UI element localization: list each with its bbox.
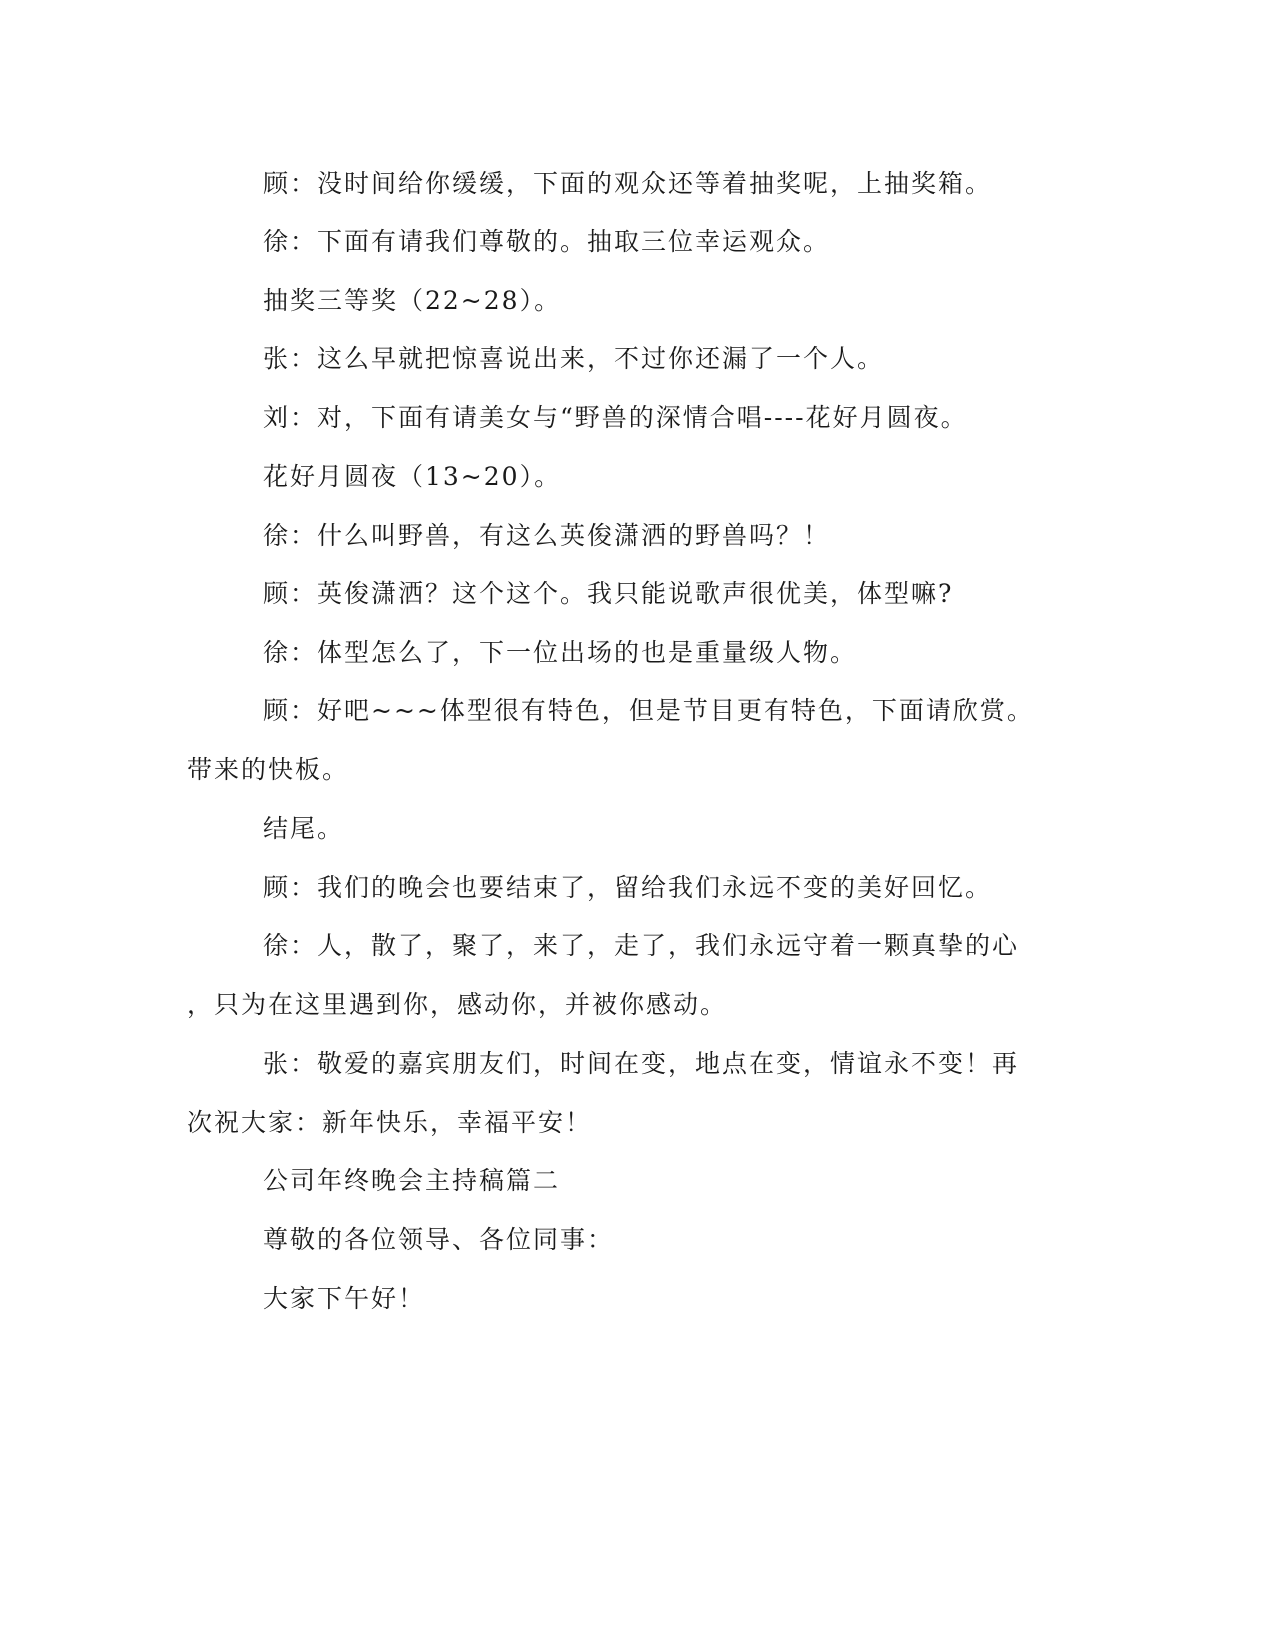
paragraph-line: 大家下午好！ [263, 1284, 426, 1313]
paragraph-line: 徐：人，散了，聚了，来了，走了，我们永远守着一颗真挚的心 [263, 931, 1020, 960]
paragraph-line: 结尾。 [263, 814, 345, 843]
paragraph-line: 顾：我们的晚会也要结束了，留给我们永远不变的美好回忆。 [263, 873, 993, 902]
paragraph-line: 张：敬爱的嘉宾朋友们，时间在变，地点在变，情谊永不变！再 [263, 1049, 1020, 1078]
paragraph-line: 徐：体型怎么了，下一位出场的也是重量级人物。 [263, 638, 858, 667]
paragraph-line: 尊敬的各位领导、各位同事： [263, 1225, 615, 1254]
paragraph-line: ，只为在这里遇到你，感动你，并被你感动。 [187, 990, 728, 1019]
paragraph-line: 花好月圆夜（13~20）。 [263, 462, 562, 491]
paragraph-line: 抽奖三等奖（22~28）。 [263, 286, 562, 315]
paragraph-line: 徐：下面有请我们尊敬的。抽取三位幸运观众。 [263, 227, 831, 256]
paragraph-line: 次祝大家：新年快乐，幸福平安！ [187, 1108, 593, 1137]
paragraph-line: 带来的快板。 [187, 755, 350, 784]
paragraph-line: 顾：没时间给你缓缓，下面的观众还等着抽奖呢，上抽奖箱。 [263, 169, 993, 198]
paragraph-line: 徐：什么叫野兽，有这么英俊潇洒的野兽吗？！ [263, 521, 831, 550]
paragraph-line: 顾：英俊潇洒？这个这个。我只能说歌声很优美，体型嘛? [263, 579, 954, 608]
paragraph-line: 刘：对，下面有请美女与“野兽的深情合唱----花好月圆夜。 [263, 403, 968, 432]
paragraph-line: 张：这么早就把惊喜说出来，不过你还漏了一个人。 [263, 344, 885, 373]
paragraph-line: 顾：好吧~~~体型很有特色，但是节目更有特色，下面请欣赏。 [263, 696, 1034, 725]
section-heading: 公司年终晚会主持稿篇二 [263, 1166, 561, 1195]
